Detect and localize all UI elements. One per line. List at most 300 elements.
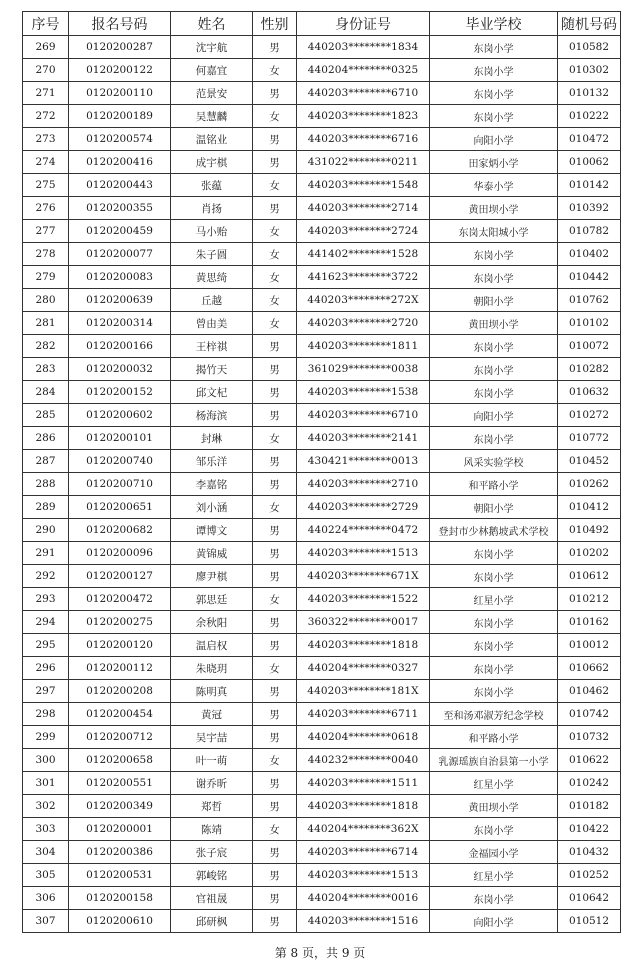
col-header-random-number: 随机号码 — [558, 12, 621, 36]
cell-name: 曾由美 — [171, 312, 253, 335]
cell-school: 东岗小学 — [430, 634, 558, 657]
cell-reg-number: 0120200001 — [69, 818, 171, 841]
cell-school: 东岗小学 — [430, 611, 558, 634]
cell-gender: 男 — [253, 565, 297, 588]
cell-seq: 302 — [23, 795, 69, 818]
cell-school: 东岗小学 — [430, 36, 558, 59]
col-header-school: 毕业学校 — [430, 12, 558, 36]
cell-random-number: 010182 — [558, 795, 621, 818]
cell-gender: 男 — [253, 726, 297, 749]
cell-random-number: 010212 — [558, 588, 621, 611]
cell-id-number: 440204********0327 — [297, 657, 430, 680]
cell-seq: 282 — [23, 335, 69, 358]
cell-id-number: 440203********6710 — [297, 82, 430, 105]
cell-name: 何嘉宜 — [171, 59, 253, 82]
cell-school: 和平路小学 — [430, 473, 558, 496]
table-row — [23, 565, 621, 588]
cell-id-number: 440224********0472 — [297, 519, 430, 542]
cell-name: 范景安 — [171, 82, 253, 105]
cell-random-number: 010612 — [558, 565, 621, 588]
cell-reg-number: 0120200112 — [69, 657, 171, 680]
cell-seq: 294 — [23, 611, 69, 634]
cell-name: 朱子圆 — [171, 243, 253, 266]
col-header-gender: 性别 — [253, 12, 297, 36]
cell-name: 温铭业 — [171, 128, 253, 151]
cell-name: 黄思绮 — [171, 266, 253, 289]
cell-school: 东岗小学 — [430, 358, 558, 381]
cell-seq: 276 — [23, 197, 69, 220]
cell-gender: 男 — [253, 358, 297, 381]
roster-sheet — [22, 11, 621, 933]
cell-reg-number: 0120200416 — [69, 151, 171, 174]
cell-reg-number: 0120200120 — [69, 634, 171, 657]
cell-name: 郭峻铭 — [171, 864, 253, 887]
cell-gender: 男 — [253, 634, 297, 657]
cell-random-number: 010632 — [558, 381, 621, 404]
table-row — [23, 289, 621, 312]
cell-gender: 女 — [253, 266, 297, 289]
table-row — [23, 611, 621, 634]
cell-random-number: 010252 — [558, 864, 621, 887]
cell-id-number: 440203********6716 — [297, 128, 430, 151]
cell-gender: 男 — [253, 335, 297, 358]
cell-id-number: 440203********6714 — [297, 841, 430, 864]
cell-gender: 男 — [253, 82, 297, 105]
cell-random-number: 010282 — [558, 358, 621, 381]
cell-reg-number: 0120200152 — [69, 381, 171, 404]
cell-name: 王梓祺 — [171, 335, 253, 358]
cell-seq: 287 — [23, 450, 69, 473]
cell-school: 东岗小学 — [430, 105, 558, 128]
cell-name: 张子宸 — [171, 841, 253, 864]
cell-id-number: 440204********362X — [297, 818, 430, 841]
cell-id-number: 431022********0211 — [297, 151, 430, 174]
table-row — [23, 726, 621, 749]
cell-id-number: 440203********1811 — [297, 335, 430, 358]
table-row — [23, 910, 621, 933]
table-row — [23, 82, 621, 105]
cell-random-number: 010062 — [558, 151, 621, 174]
cell-reg-number: 0120200443 — [69, 174, 171, 197]
cell-reg-number: 0120200158 — [69, 887, 171, 910]
col-header-seq: 序号 — [23, 12, 69, 36]
cell-seq: 283 — [23, 358, 69, 381]
cell-seq: 279 — [23, 266, 69, 289]
cell-gender: 男 — [253, 542, 297, 565]
cell-id-number: 440203********2141 — [297, 427, 430, 450]
cell-random-number: 010392 — [558, 197, 621, 220]
table-row — [23, 105, 621, 128]
cell-seq: 291 — [23, 542, 69, 565]
cell-name: 谭博文 — [171, 519, 253, 542]
cell-reg-number: 0120200710 — [69, 473, 171, 496]
cell-school: 黄田坝小学 — [430, 312, 558, 335]
cell-random-number: 010622 — [558, 749, 621, 772]
cell-random-number: 010582 — [558, 36, 621, 59]
table-row — [23, 634, 621, 657]
cell-reg-number: 0120200032 — [69, 358, 171, 381]
table-row — [23, 841, 621, 864]
table-row — [23, 795, 621, 818]
cell-reg-number: 0120200531 — [69, 864, 171, 887]
cell-reg-number: 0120200127 — [69, 565, 171, 588]
cell-school: 东岗太阳城小学 — [430, 220, 558, 243]
cell-id-number: 440203********671X — [297, 565, 430, 588]
cell-seq: 303 — [23, 818, 69, 841]
cell-random-number: 010472 — [558, 128, 621, 151]
cell-id-number: 440203********1522 — [297, 588, 430, 611]
table-row — [23, 151, 621, 174]
cell-seq: 305 — [23, 864, 69, 887]
cell-id-number: 441402********1528 — [297, 243, 430, 266]
cell-id-number: 440203********1548 — [297, 174, 430, 197]
cell-name: 郑哲 — [171, 795, 253, 818]
cell-school: 华泰小学 — [430, 174, 558, 197]
cell-seq: 277 — [23, 220, 69, 243]
cell-gender: 男 — [253, 795, 297, 818]
table-row — [23, 197, 621, 220]
cell-id-number: 440204********0618 — [297, 726, 430, 749]
cell-seq: 269 — [23, 36, 69, 59]
cell-reg-number: 0120200610 — [69, 910, 171, 933]
cell-random-number: 010272 — [558, 404, 621, 427]
cell-random-number: 010662 — [558, 657, 621, 680]
cell-name: 张蕴 — [171, 174, 253, 197]
cell-name: 邱研枫 — [171, 910, 253, 933]
table-row — [23, 220, 621, 243]
cell-seq: 275 — [23, 174, 69, 197]
table-row — [23, 864, 621, 887]
cell-reg-number: 0120200166 — [69, 335, 171, 358]
cell-name: 成宇棋 — [171, 151, 253, 174]
cell-school: 东岗小学 — [430, 657, 558, 680]
cell-school: 红星小学 — [430, 864, 558, 887]
cell-gender: 女 — [253, 496, 297, 519]
cell-reg-number: 0120200077 — [69, 243, 171, 266]
cell-reg-number: 0120200551 — [69, 772, 171, 795]
table-row — [23, 657, 621, 680]
cell-name: 温启权 — [171, 634, 253, 657]
cell-name: 陈明真 — [171, 680, 253, 703]
table-row — [23, 36, 621, 59]
cell-gender: 男 — [253, 772, 297, 795]
cell-id-number: 360322********0017 — [297, 611, 430, 634]
cell-seq: 285 — [23, 404, 69, 427]
page-footer: 第 8 页，共 9 页 — [274, 946, 366, 960]
cell-gender: 女 — [253, 174, 297, 197]
table-row — [23, 772, 621, 795]
cell-reg-number: 0120200454 — [69, 703, 171, 726]
cell-gender: 男 — [253, 404, 297, 427]
cell-id-number: 440204********0325 — [297, 59, 430, 82]
cell-random-number: 010262 — [558, 473, 621, 496]
cell-name: 杨海滨 — [171, 404, 253, 427]
cell-random-number: 010642 — [558, 887, 621, 910]
table-row — [23, 266, 621, 289]
table-row — [23, 680, 621, 703]
cell-school: 朝阳小学 — [430, 289, 558, 312]
cell-seq: 301 — [23, 772, 69, 795]
cell-id-number: 440203********2714 — [297, 197, 430, 220]
table-row — [23, 128, 621, 151]
cell-seq: 299 — [23, 726, 69, 749]
cell-name: 沈宇航 — [171, 36, 253, 59]
cell-id-number: 440203********6710 — [297, 404, 430, 427]
cell-gender: 男 — [253, 703, 297, 726]
cell-reg-number: 0120200275 — [69, 611, 171, 634]
cell-gender: 男 — [253, 611, 297, 634]
cell-gender: 男 — [253, 680, 297, 703]
cell-reg-number: 0120200658 — [69, 749, 171, 772]
cell-seq: 295 — [23, 634, 69, 657]
table-row — [23, 381, 621, 404]
cell-school: 东岗小学 — [430, 381, 558, 404]
cell-random-number: 010452 — [558, 450, 621, 473]
cell-id-number: 441623********3722 — [297, 266, 430, 289]
cell-gender: 男 — [253, 519, 297, 542]
cell-school: 黄田坝小学 — [430, 197, 558, 220]
cell-random-number: 010412 — [558, 496, 621, 519]
cell-seq: 270 — [23, 59, 69, 82]
cell-reg-number: 0120200083 — [69, 266, 171, 289]
cell-school: 东岗小学 — [430, 680, 558, 703]
cell-school: 东岗小学 — [430, 59, 558, 82]
table-row — [23, 749, 621, 772]
cell-name: 刘小涵 — [171, 496, 253, 519]
cell-random-number: 010102 — [558, 312, 621, 335]
cell-name: 陈靖 — [171, 818, 253, 841]
table-row — [23, 404, 621, 427]
cell-seq: 307 — [23, 910, 69, 933]
cell-random-number: 010222 — [558, 105, 621, 128]
cell-reg-number: 0120200602 — [69, 404, 171, 427]
cell-seq: 280 — [23, 289, 69, 312]
cell-reg-number: 0120200740 — [69, 450, 171, 473]
cell-id-number: 440203********1511 — [297, 772, 430, 795]
cell-id-number: 440203********1538 — [297, 381, 430, 404]
cell-random-number: 010132 — [558, 82, 621, 105]
cell-reg-number: 0120200472 — [69, 588, 171, 611]
cell-reg-number: 0120200355 — [69, 197, 171, 220]
cell-seq: 298 — [23, 703, 69, 726]
cell-name: 朱晓玥 — [171, 657, 253, 680]
table-row — [23, 450, 621, 473]
cell-school: 东岗小学 — [430, 427, 558, 450]
cell-id-number: 440203********181X — [297, 680, 430, 703]
table-row — [23, 427, 621, 450]
cell-name: 封琳 — [171, 427, 253, 450]
cell-random-number: 010402 — [558, 243, 621, 266]
cell-gender: 男 — [253, 841, 297, 864]
cell-gender: 男 — [253, 864, 297, 887]
cell-random-number: 010512 — [558, 910, 621, 933]
table-row — [23, 588, 621, 611]
cell-reg-number: 0120200682 — [69, 519, 171, 542]
cell-school: 东岗小学 — [430, 266, 558, 289]
cell-random-number: 010762 — [558, 289, 621, 312]
cell-seq: 288 — [23, 473, 69, 496]
cell-gender: 女 — [253, 105, 297, 128]
cell-id-number: 440203********6711 — [297, 703, 430, 726]
cell-name: 肖扬 — [171, 197, 253, 220]
cell-gender: 女 — [253, 657, 297, 680]
cell-school: 朝阳小学 — [430, 496, 558, 519]
cell-seq: 273 — [23, 128, 69, 151]
cell-name: 黄冠 — [171, 703, 253, 726]
cell-random-number: 010782 — [558, 220, 621, 243]
table-row — [23, 496, 621, 519]
cell-name: 官祖晟 — [171, 887, 253, 910]
student-roster-table — [22, 11, 621, 933]
cell-school: 乳源瑶族自治县第一小学 — [430, 749, 558, 772]
cell-reg-number: 0120200096 — [69, 542, 171, 565]
cell-random-number: 010242 — [558, 772, 621, 795]
cell-gender: 男 — [253, 36, 297, 59]
cell-school: 金福园小学 — [430, 841, 558, 864]
cell-gender: 男 — [253, 473, 297, 496]
cell-id-number: 440203********2729 — [297, 496, 430, 519]
col-header-id-number: 身份证号 — [297, 12, 430, 36]
col-header-reg-number: 报名号码 — [69, 12, 171, 36]
cell-name: 吴慧麟 — [171, 105, 253, 128]
table-row — [23, 887, 621, 910]
cell-seq: 297 — [23, 680, 69, 703]
cell-school: 东岗小学 — [430, 542, 558, 565]
cell-reg-number: 0120200639 — [69, 289, 171, 312]
cell-seq: 286 — [23, 427, 69, 450]
cell-seq: 290 — [23, 519, 69, 542]
cell-name: 谢乔昕 — [171, 772, 253, 795]
cell-reg-number: 0120200208 — [69, 680, 171, 703]
cell-id-number: 440203********1513 — [297, 864, 430, 887]
cell-name: 揭竹天 — [171, 358, 253, 381]
cell-reg-number: 0120200574 — [69, 128, 171, 151]
table-row — [23, 335, 621, 358]
cell-seq: 292 — [23, 565, 69, 588]
cell-id-number: 430421********0013 — [297, 450, 430, 473]
cell-school: 东岗小学 — [430, 818, 558, 841]
cell-id-number: 440203********2720 — [297, 312, 430, 335]
cell-reg-number: 0120200101 — [69, 427, 171, 450]
table-row — [23, 312, 621, 335]
cell-seq: 274 — [23, 151, 69, 174]
table-row — [23, 243, 621, 266]
cell-reg-number: 0120200287 — [69, 36, 171, 59]
header-row — [23, 12, 621, 36]
cell-id-number: 361029********0038 — [297, 358, 430, 381]
cell-gender: 女 — [253, 59, 297, 82]
cell-id-number: 440203********2724 — [297, 220, 430, 243]
cell-gender: 女 — [253, 818, 297, 841]
cell-seq: 281 — [23, 312, 69, 335]
cell-school: 东岗小学 — [430, 565, 558, 588]
table-row — [23, 542, 621, 565]
cell-id-number: 440203********1818 — [297, 795, 430, 818]
cell-gender: 女 — [253, 749, 297, 772]
cell-name: 丘越 — [171, 289, 253, 312]
cell-school: 东岗小学 — [430, 335, 558, 358]
cell-gender: 女 — [253, 289, 297, 312]
cell-reg-number: 0120200314 — [69, 312, 171, 335]
cell-id-number: 440204********0016 — [297, 887, 430, 910]
cell-random-number: 010772 — [558, 427, 621, 450]
cell-reg-number: 0120200349 — [69, 795, 171, 818]
cell-gender: 女 — [253, 312, 297, 335]
cell-name: 邱文杞 — [171, 381, 253, 404]
cell-id-number: 440203********1823 — [297, 105, 430, 128]
cell-id-number: 440203********1516 — [297, 910, 430, 933]
col-header-name: 姓名 — [171, 12, 253, 36]
cell-school: 登封市少林鹅坡武术学校 — [430, 519, 558, 542]
cell-gender: 男 — [253, 197, 297, 220]
cell-random-number: 010492 — [558, 519, 621, 542]
cell-name: 郭思廷 — [171, 588, 253, 611]
cell-random-number: 010462 — [558, 680, 621, 703]
cell-school: 红星小学 — [430, 772, 558, 795]
cell-random-number: 010422 — [558, 818, 621, 841]
table-row — [23, 818, 621, 841]
cell-name: 黄锦威 — [171, 542, 253, 565]
cell-gender: 女 — [253, 220, 297, 243]
cell-seq: 272 — [23, 105, 69, 128]
cell-school: 至和汤邓淑芳纪念学校 — [430, 703, 558, 726]
cell-gender: 男 — [253, 381, 297, 404]
cell-random-number: 010162 — [558, 611, 621, 634]
cell-random-number: 010432 — [558, 841, 621, 864]
cell-name: 邹乐洋 — [171, 450, 253, 473]
cell-random-number: 010072 — [558, 335, 621, 358]
cell-gender: 男 — [253, 151, 297, 174]
cell-id-number: 440203********2710 — [297, 473, 430, 496]
cell-school: 向阳小学 — [430, 910, 558, 933]
cell-reg-number: 0120200110 — [69, 82, 171, 105]
cell-random-number: 010732 — [558, 726, 621, 749]
cell-school: 和平路小学 — [430, 726, 558, 749]
cell-school: 黄田坝小学 — [430, 795, 558, 818]
cell-name: 廖尹棋 — [171, 565, 253, 588]
roster-body — [23, 36, 621, 933]
cell-id-number: 440203********1513 — [297, 542, 430, 565]
table-row — [23, 174, 621, 197]
cell-name: 余秋阳 — [171, 611, 253, 634]
cell-seq: 304 — [23, 841, 69, 864]
cell-reg-number: 0120200651 — [69, 496, 171, 519]
cell-seq: 293 — [23, 588, 69, 611]
cell-seq: 300 — [23, 749, 69, 772]
cell-seq: 271 — [23, 82, 69, 105]
cell-name: 叶一萌 — [171, 749, 253, 772]
cell-reg-number: 0120200459 — [69, 220, 171, 243]
cell-seq: 289 — [23, 496, 69, 519]
cell-school: 田家炳小学 — [430, 151, 558, 174]
cell-gender: 女 — [253, 427, 297, 450]
cell-school: 东岗小学 — [430, 243, 558, 266]
table-row — [23, 358, 621, 381]
cell-gender: 男 — [253, 128, 297, 151]
cell-reg-number: 0120200386 — [69, 841, 171, 864]
cell-id-number: 440203********1834 — [297, 36, 430, 59]
cell-id-number: 440203********272X — [297, 289, 430, 312]
cell-random-number: 010302 — [558, 59, 621, 82]
cell-seq: 306 — [23, 887, 69, 910]
cell-gender: 男 — [253, 887, 297, 910]
cell-gender: 男 — [253, 910, 297, 933]
cell-school: 东岗小学 — [430, 82, 558, 105]
table-row — [23, 473, 621, 496]
cell-seq: 284 — [23, 381, 69, 404]
cell-random-number: 010142 — [558, 174, 621, 197]
cell-id-number: 440203********1818 — [297, 634, 430, 657]
